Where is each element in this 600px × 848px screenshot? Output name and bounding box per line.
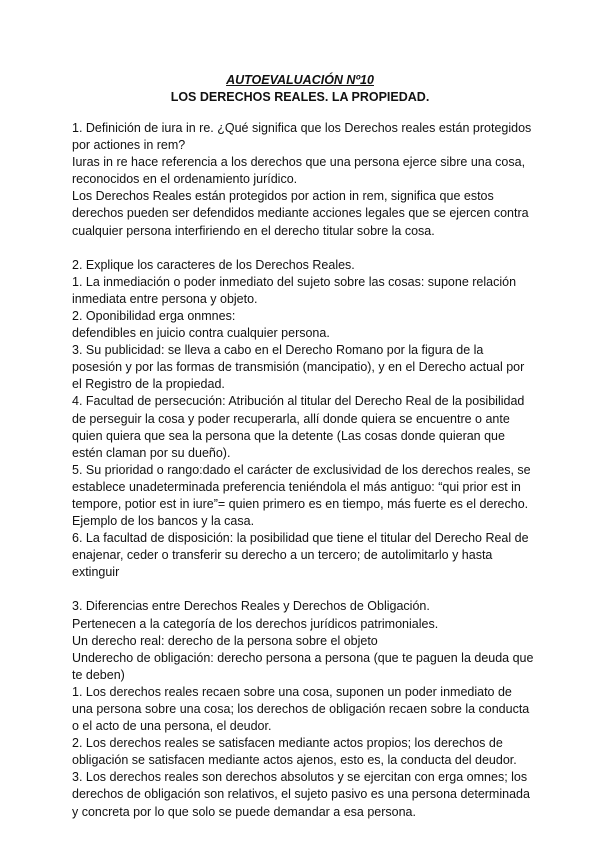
question-2: 2. Explique los caracteres de los Derechos Reales. xyxy=(72,257,355,272)
document-body xyxy=(72,120,534,821)
section-3 xyxy=(72,598,534,820)
spacer xyxy=(72,581,534,598)
paragraph: Iuras in re hace referencia a los derechos que una persona ejerce sibre una cosa, reconocidos en el ordenamiento jurídico. xyxy=(72,155,526,187)
paragraph: 3. Los derechos reales son derechos absolutos y se ejercitan con erga omnes; los derechos de obligación son relativos, el sujeto pasivo es una persona determinada y concreta por lo que solo se puede demandar a esa persona. xyxy=(72,770,530,819)
paragraph: 4. Facultad de persecución: Atribución al titular del Derecho Real de la posibilidad de perseguir la cosa y poder recuperarla, allí donde quiera se encuentre o ante quien quiera que sea la persona que la detente (Las cosas donde quieran que estén claman por su dueño). xyxy=(72,394,525,460)
paragraph: 1. Los derechos reales recaen sobre una cosa, suponen un poder inmediato de una persona sobre una cosa; los derechos de obligación recaen sobre la conducta o el acto de una persona, el deudor. xyxy=(72,684,530,734)
paragraph: defendibles en juicio contra cualquier persona. xyxy=(72,326,330,341)
paragraph: Pertenecen a la categoría de los derechos jurídicos patrimoniales. xyxy=(72,616,439,631)
question-3: 3. Diferencias entre Derechos Reales y Derechos de Obligación. xyxy=(72,599,430,614)
paragraph: Underecho de obligación: derecho persona a persona (que te paguen la deuda que te deben) xyxy=(72,650,534,682)
paragraph: 2. Los derechos reales se satisfacen mediante actos propios; los derechos de obligación se satisfacen mediante actos ajenos, esto es, la conducta del deudor. xyxy=(72,736,517,768)
paragraph: 2. Oponibilidad erga onmnes: xyxy=(72,308,236,323)
paragraph: 6. La facultad de disposición: la posibilidad que tiene el titular del Derecho Real de enajenar, ceder o transferir su derecho a un tercero; de autolimitarlo y hasta extinguir xyxy=(72,531,529,580)
document-title: AUTOEVALUACIÓN Nº10 xyxy=(226,73,374,87)
spacer xyxy=(72,240,534,257)
question-1: 1. Definición de iura in re. ¿Qué significa que los Derechos reales están protegidos por actiones in rem? xyxy=(72,121,532,153)
section-1 xyxy=(72,120,534,240)
paragraph: 5. Su prioridad o rango:dado el carácter de exclusividad de los derechos reales, se establece unadeterminada preferencia teniéndola el más antiguo: “qui prior est in tempore, potior est in iure”= quien primero es en tiempo, más fuerte es el derecho. Ejemplo de los bancos y la casa. xyxy=(72,462,531,529)
paragraph: 1. La inmediación o poder inmediato del sujeto sobre las cosas: supone relación inmediata entre persona y objeto. xyxy=(72,274,517,306)
paragraph: 3. Su publicidad: se lleva a cabo en el Derecho Romano por la figura de la posesión y por las formas de transmisión (mancipatio), y en el Derecho actual por el Registro de la propiedad. xyxy=(72,343,525,392)
paragraph: Un derecho real: derecho de la persona sobre el objeto xyxy=(72,633,378,648)
section-2 xyxy=(72,257,534,582)
paragraph: Los Derechos Reales están protegidos por action in rem, significa que estos derechos pueden ser defendidos mediante acciones legales que se ejercen contra cualquier persona interfiriendo en el derecho titular sobre la cosa. xyxy=(72,189,529,238)
document-subtitle: LOS DERECHOS REALES. LA PROPIEDAD. xyxy=(170,90,430,104)
